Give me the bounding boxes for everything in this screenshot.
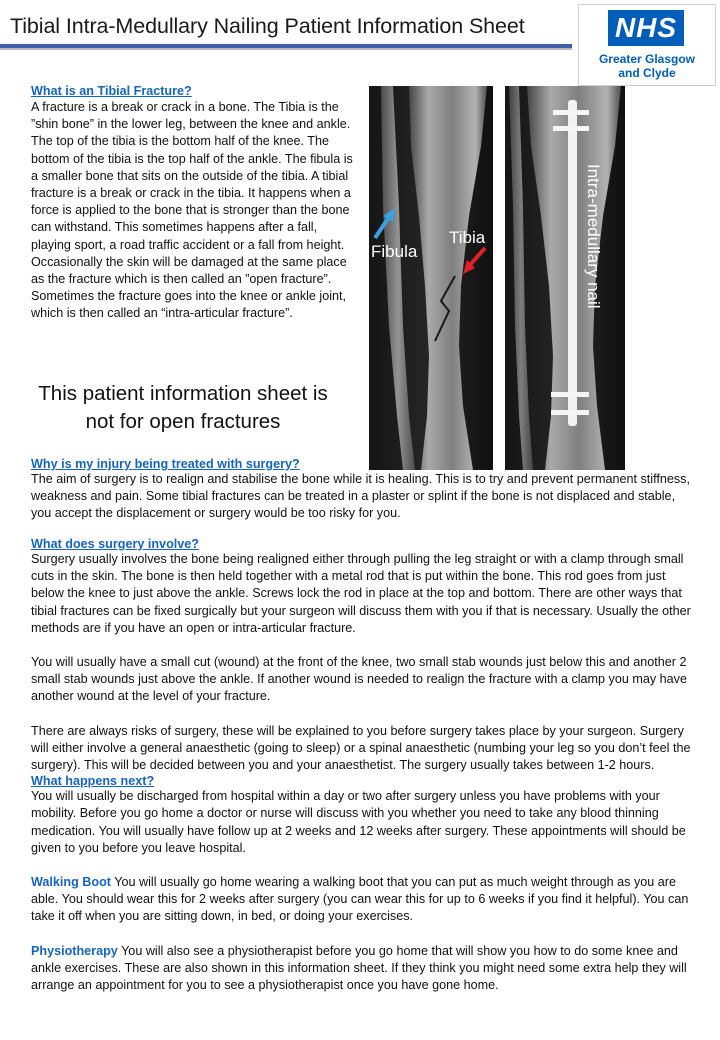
intro-body: A fracture is a break or crack in a bone. The Tibia is the ”shin bone” in the lower leg, between the knee and ankle. The top of the tibia is the bottom half of the knee. The bottom of the tibia is the top half of the ankle. The fibula is a smaller bone that sits on the outside of the tibia. A tibial fracture is a break or crack in the tibia. It happens when a force is applied to the bone that is stronger than the bone can withstand. This sometimes happens after a fall, playing sport, a road traffic accident or a fall from height. Occasionally the skin will be damaged at the same place as the fracture which is then called an ”open fracture”. Sometimes the fracture goes into the knee or ankle joint, which is then called an “intra-articular fracture”. [31, 100, 353, 321]
involve-heading: What does surgery involve? [31, 537, 199, 551]
boot-paragraph [31, 874, 691, 926]
screw-top-1 [553, 110, 589, 115]
screw-bottom-1 [551, 392, 589, 397]
physio-body: You will also see a physiotherapist before you go home that will show you how to do some knee and ankle exercises. These are also shown in this information sheet. If they think you might need some extra help they will arrange an appointment for you to see a physiotherapist once you have gone home. [31, 943, 687, 993]
boot-label: Walking Boot [31, 875, 111, 890]
tibia-label: Tibia [449, 228, 486, 247]
intramedullary-nail [568, 100, 577, 426]
screw-top-2 [553, 126, 589, 131]
callout-line1: This patient information sheet is [38, 382, 328, 405]
involve-body-1: Surgery usually involves the bone being realigned either through pulling the leg straight or with a clamp through small cuts in the skin. The bone is then held together with a metal rod that is put within the bone. This rod goes from just below the knee to just above the ankle. Screws lock the rod in place at the top and bottom. There are other ways that tibial fractures can be fixed surgically but your surgeon will discuss them with you if that is necessary. Usually the other methods are if you have an open or intra-articular fracture. [31, 552, 691, 635]
nhs-logo [578, 4, 716, 86]
fibula-label: Fibula [371, 242, 418, 261]
nhs-badge [608, 10, 684, 46]
nhs-org-line1: Greater Glasgow [598, 52, 696, 66]
nail-label: Intra-medullary nail [584, 164, 603, 309]
header-divider-grey [0, 48, 572, 50]
involve-body-3: There are always risks of surgery, these will be explained to you before surgery takes place by your surgeon. Surgery will either involve a general anaesthetic (going to sleep) or a spinal anaesthetic (numbing your leg so you don’t feel the surgery). This will be decided between you and your anaesthetist. The surgery usually takes between 1-2 hours. [31, 723, 691, 773]
open-fracture-callout [10, 380, 356, 436]
screw-bottom-2 [551, 410, 589, 415]
boot-body: You will usually go home wearing a walking boot that you can put as much weight through as you are able. You should wear this for 2 weeks after surgery (you can wear this for up to 6 weeks if you find it helpful). You can take it off when you are sitting down, in bed, or doing your exercises. [31, 875, 689, 924]
nhs-org-line2: and Clyde [618, 66, 676, 80]
page-title: Tibial Intra-Medullary Nailing Patient Information Sheet [10, 14, 525, 38]
nhs-brand-text: NHS [614, 12, 678, 43]
xray-image [369, 86, 625, 470]
involve-body-2: You will usually have a small cut (wound) at the front of the knee, two small stab wounds just below this and another 2 small stab wounds just above the ankle. If another wound is needed to realign the fracture with a clamp you may have another wound at the level of your fracture. [31, 655, 687, 704]
why-heading: Why is my injury being treated with surgery? [31, 457, 300, 471]
next-body: You will usually be discharged from hospital within a day or two after surgery unless you have problems with your mobility. Before you go home a doctor or nurse will discuss with you whether you need to take any blood thinning medication. You will usually have follow up at 2 weeks and 12 weeks after surgery. These appointments will should be given to you before you leave hospital. [31, 789, 686, 855]
callout-line2: not for open fractures [85, 410, 281, 433]
intro-section [31, 84, 353, 323]
xray-illustration [369, 86, 625, 470]
physio-label: Physiotherapy [31, 943, 118, 958]
involve-section [31, 537, 691, 994]
physio-paragraph [31, 943, 691, 995]
why-body: The aim of surgery is to realign and stabilise the bone while it is healing. This is to try and prevent permanent stiffness, weakness and pain. Some tibial fractures can be treated in a plaster or splint if the bone is not displaced and stable, you accept the displacement or surgery would be too risky for you. [31, 472, 690, 521]
next-heading: What happens next? [31, 774, 155, 789]
intro-heading: What is an Tibial Fracture? [31, 84, 192, 98]
why-section [31, 457, 691, 523]
